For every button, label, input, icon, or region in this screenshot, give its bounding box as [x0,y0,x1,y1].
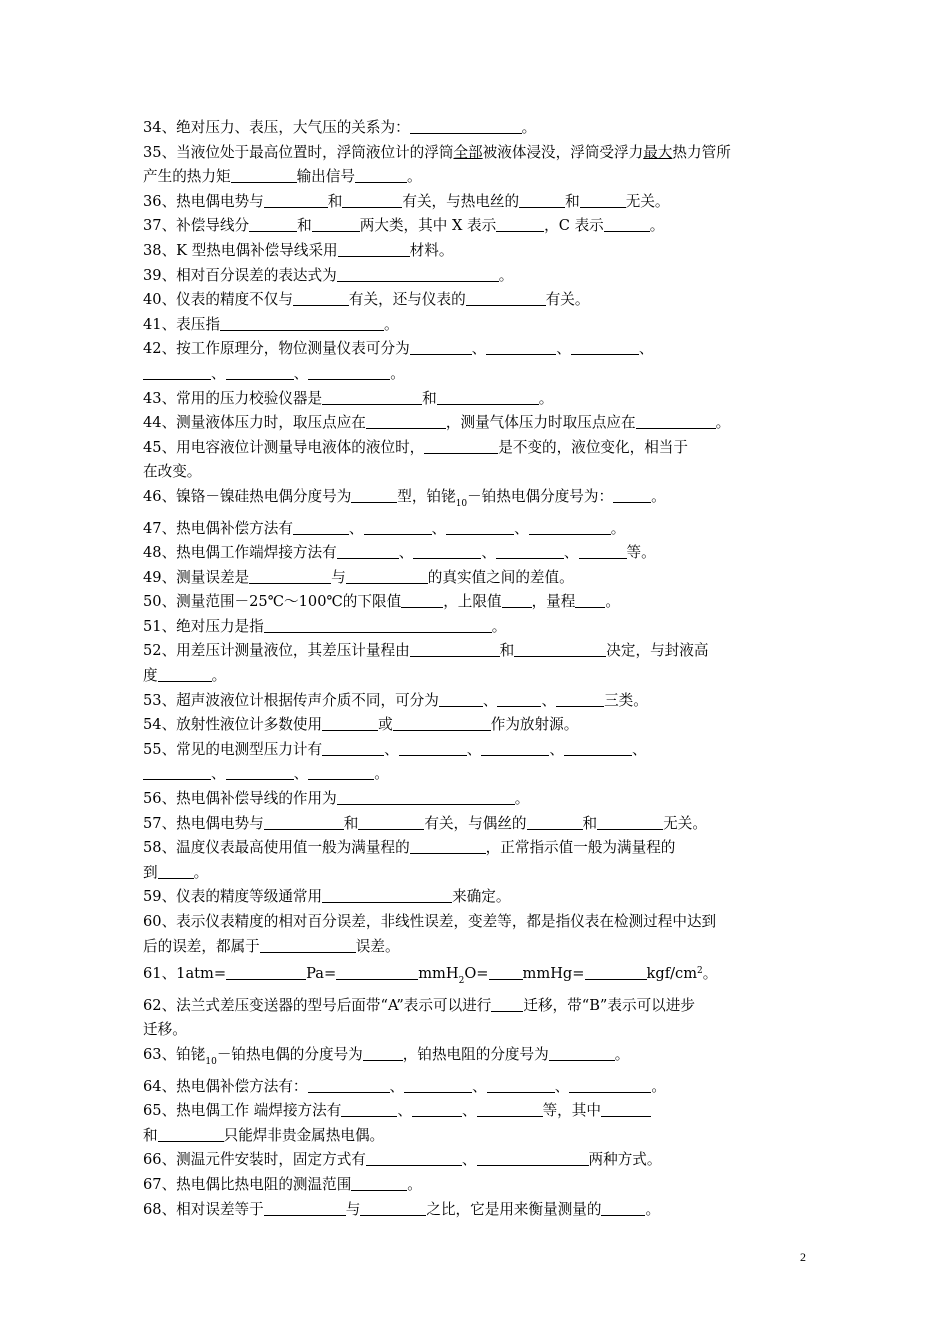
question-54: 54、放射性液位计多数使用 或 作为放射源。 [143,716,579,734]
question-43: 43、常用的压力校验仪器是 和 。 [143,389,554,407]
question-60: 60、表示仪表精度的相对百分误差，非线性误差，变差等，都是指仪表在检测过程中达到 后的误差，都属于 误差。 [143,913,717,955]
question-58: 58、温度仪表最高使用值一般为满量程的 ，正常指示值一般为满量程的 到 。 [143,839,676,881]
question-66: 66、测温元件安装时，固定方式有 、 两种方式。 [143,1151,662,1169]
question-57: 57、热电偶电势与 和 有关，与偶丝的 和 无关。 [143,814,707,832]
question-45: 45、用电容液位计测量导电液体的液位时， 是不变的，液位变化，相当于 在改变。 [143,438,688,481]
question-36: 36、热电偶电势与 和 有关，与热电丝的 和 无关。 [143,192,670,210]
question-63: 63、铂铑$_{10}$－铂热电偶的分度号为 ，铂热电阻的分度号为 。 [143,1045,630,1067]
question-40: 40、仪表的精度不仅与 有关，还与仪表的 有关。 [143,291,590,309]
question-44: 44、测量液体压力时，取压点应在 ，测量气体压力时取压点应在 。 [143,414,731,432]
question-62: 62、法兰式差压变送器的型号后面带“A”表示可以进行 迁移，带“B”表示可以进步 迁移。 [143,996,695,1039]
question-65: 65、热电偶工作 端焊接方法有 、 、 等，其中 和 只能焊非贵金属热电偶。 [143,1099,811,1148]
question-59: 59、仪表的精度等级通常用 来确定。 [143,888,511,906]
question-48: 48、热电偶工作端焊接方法有 、 、 、 等。 [143,544,656,562]
question-52: 52、用差压计测量液位，其差压计量程由 和 决定，与封液高 度 。 [143,642,709,685]
question-67: 67、热电偶比热电阻的测温范围 。 [143,1175,422,1193]
question-37: 37、补偿导线分 和 两大类，其中 X 表示 ，C 表示 。 [143,217,665,235]
question-56: 56、热电偶补偿导线的作用为 。 [143,790,530,808]
question-50: 50、测量范围－25℃～100℃的下限值 ，上限值 ，量程 。 [143,593,620,611]
question-46: 46、镍铬－镍硅热电偶分度号为 型，铂铑$_{10}$－铂热电偶分度号为： 。 [143,487,666,509]
question-39: 39、相对百分误差的表达式为 。 [143,266,514,284]
question-49: 49、测量误差是 与 的真实值之间的差值。 [143,568,574,586]
question-51: 51、绝对压力是指 。 [143,617,507,635]
question-35: 35、当液位处于最高位置时，浮筒液位计的浮筒全部被液体浸没，浮筒受浮力最大热力管所 产生的热力矩 输出信号 。 [143,143,731,186]
page-number: 2 [800,1250,806,1264]
question-38: 38、K 型热电偶补偿导线采用 材料。 [143,241,454,259]
question-53: 53、超声波液位计根据传声介质不同，可分为 、 、 三类。 [143,691,648,709]
question-64: 64、热电偶补偿方法有： 、 、 、 。 [143,1077,666,1095]
question-list [143,116,811,1222]
question-34: 34、绝对压力、表压，大气压的关系为： 。 [143,119,537,136]
question-41: 41、表压指 。 [143,315,399,333]
question-68: 68、相对误差等于 与 之比，它是用来衡量测量的 。 [143,1200,661,1218]
question-42: 42、按工作原理分，物位测量仪表可分为 、 、 、 、 、 。 [143,340,654,382]
question-61: 61、1atm= Pa= mmH$_2$O= mmHg= kgf/$cm^2$。 [143,965,718,987]
question-55: 55、常见的电测型压力计有 、 、 、 、 、 、 。 [143,740,647,783]
question-47: 47、热电偶补偿方法有 、 、 、 。 [143,519,626,537]
